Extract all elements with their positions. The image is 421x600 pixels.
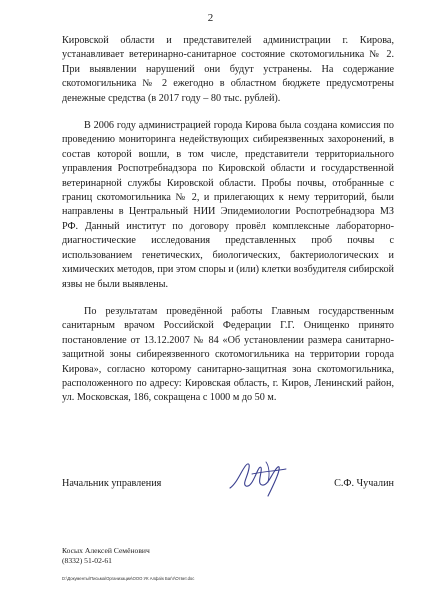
letter-body [62, 34, 394, 419]
contact-info [62, 546, 150, 566]
contact-name: Косых Алексей Семёнович [62, 546, 150, 555]
contact-phone: (8332) 51-02-61 [62, 556, 112, 565]
paragraph-continuation: Кировской области и представителей администрации г. Кирова, устанавливает ветеринарно-санитарное состояние скотомогильника № 2. При выявлении нарушений они будут устранены. На содержание скотомогильника № 2 ежегодно в областном бюджете предусмотрены денежные средства (в 2017 году – 80 тыс. рублей). [62, 35, 394, 104]
page-number: 2 [207, 12, 214, 24]
signer-position: Начальник управления [62, 478, 162, 489]
file-path-footer: D:\Документы\Письма\Организации\ООО УК Алфа\к Баг\г\Ответ.doc [62, 576, 195, 581]
paragraph-commission: В 2006 году администрацией города Кирова была создана комиссия по проведению мониторинга недействующих сибиреязвенных захоронений, в состав которой вошли, в том числе, представители территориального управления Роспотребнадзора по Кировской области и государственной ветеринарной службы Кировской области. Пробы почвы, отобранные с границ скотомогильника № 2, и прилегающих к нему территорий, были направлены в Центральный НИИ Эпидемиологии Роспотребнадзора МЗ РФ. Данный институт по договору провёл комплексные лабораторно-диагностические исследования представленных проб почвы с использованием генетических, биологических, бактериологических и химических методов, при этом споры и (или) клетки возбудителя сибирской язвы не были выявлены. [62, 120, 394, 290]
signer-name: С.Ф. Чучалин [334, 478, 394, 489]
paragraph-resolution: По результатам проведённой работы Главным государственным санитарным врачом Российской Федерации Г.Г. Онищенко принято постановление от 13.12.2007 № 84 «Об установлении размера санитарно-защитной зоны сибиреязвенного скотомогильника на территории города Кирова», согласно которому санитарно-защитная зона скотомогильника, расположенного по адресу: Кировская область, г. Киров, Ленинский район, ул. Московская, 186, сокращена с 1000 м до 50 м. [62, 305, 394, 404]
handwritten-signature [222, 454, 292, 500]
signature-block [62, 470, 394, 492]
